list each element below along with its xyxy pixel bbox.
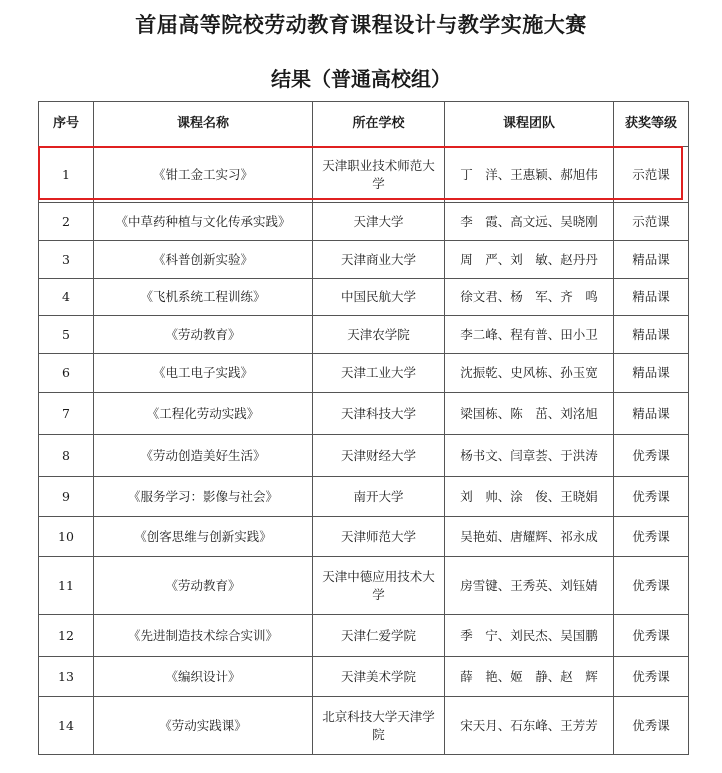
cell-award: 优秀课 (614, 657, 689, 697)
table-row (39, 615, 689, 657)
cell-team: 薛 艳、姬 静、赵 辉 (445, 657, 614, 697)
header-team: 课程团队 (445, 102, 614, 147)
header-award: 获奖等级 (614, 102, 689, 147)
cell-course: 《创客思维与创新实践》 (94, 517, 313, 557)
cell-team: 吴艳茹、唐耀辉、祁永成 (445, 517, 614, 557)
cell-award: 精品课 (614, 354, 689, 393)
cell-school: 天津中德应用技术大学 (313, 557, 445, 615)
table-row (39, 393, 689, 435)
cell-school: 天津大学 (313, 203, 445, 241)
cell-team: 房雪键、王秀英、刘钰婧 (445, 557, 614, 615)
cell-course: 《服务学习：影像与社会》 (94, 477, 313, 517)
cell-course: 《电工电子实践》 (94, 354, 313, 393)
cell-no: 13 (39, 657, 94, 697)
table-row (39, 557, 689, 615)
cell-school: 中国民航大学 (313, 279, 445, 316)
cell-team: 沈振乾、史风栋、孙玉宽 (445, 354, 614, 393)
cell-no: 8 (39, 435, 94, 477)
cell-no: 10 (39, 517, 94, 557)
cell-school: 天津工业大学 (313, 354, 445, 393)
document-subtitle: 结果（普通高校组） (271, 67, 451, 91)
cell-school: 天津商业大学 (313, 241, 445, 279)
cell-school: 天津师范大学 (313, 517, 445, 557)
table-row (39, 203, 689, 241)
table-row (39, 657, 689, 697)
cell-award: 优秀课 (614, 435, 689, 477)
table-row (39, 435, 689, 477)
cell-team: 梁国栋、陈 茁、刘洺旭 (445, 393, 614, 435)
cell-team: 徐文君、杨 军、齐 鸣 (445, 279, 614, 316)
cell-team: 宋天月、石东峰、王芳芳 (445, 697, 614, 755)
cell-school: 北京科技大学天津学院 (313, 697, 445, 755)
cell-award: 优秀课 (614, 517, 689, 557)
cell-no: 6 (39, 354, 94, 393)
table-row (39, 316, 689, 354)
cell-course: 《钳工金工实习》 (94, 147, 313, 203)
cell-no: 2 (39, 203, 94, 241)
header-school: 所在学校 (313, 102, 445, 147)
cell-no: 14 (39, 697, 94, 755)
cell-team: 季 宁、刘民杰、吴国鹏 (445, 615, 614, 657)
cell-course: 《科普创新实验》 (94, 241, 313, 279)
header-course: 课程名称 (94, 102, 313, 147)
cell-no: 9 (39, 477, 94, 517)
cell-course: 《中草药种植与文化传承实践》 (94, 203, 313, 241)
cell-award: 示范课 (614, 203, 689, 241)
cell-school: 南开大学 (313, 477, 445, 517)
cell-award: 优秀课 (614, 697, 689, 755)
cell-course: 《劳动创造美好生活》 (94, 435, 313, 477)
table-row (39, 697, 689, 755)
table-row (39, 279, 689, 316)
cell-award: 精品课 (614, 316, 689, 354)
cell-course: 《编织设计》 (94, 657, 313, 697)
table-row (39, 517, 689, 557)
cell-award: 示范课 (614, 147, 689, 203)
table-row (39, 147, 689, 203)
cell-team: 刘 帅、涂 俊、王晓娟 (445, 477, 614, 517)
cell-school: 天津科技大学 (313, 393, 445, 435)
cell-course: 《劳动教育》 (94, 557, 313, 615)
table-header-row (39, 102, 689, 147)
cell-no: 11 (39, 557, 94, 615)
cell-school: 天津仁爱学院 (313, 615, 445, 657)
cell-award: 优秀课 (614, 477, 689, 517)
cell-school: 天津美术学院 (313, 657, 445, 697)
cell-award: 优秀课 (614, 615, 689, 657)
table-row (39, 241, 689, 279)
cell-team: 杨书文、闫章荟、于洪涛 (445, 435, 614, 477)
cell-award: 精品课 (614, 241, 689, 279)
cell-award: 精品课 (614, 393, 689, 435)
cell-team: 李二峰、程有普、田小卫 (445, 316, 614, 354)
document-title: 首届高等院校劳动教育课程设计与教学实施大赛 (135, 13, 587, 37)
cell-award: 精品课 (614, 279, 689, 316)
cell-no: 4 (39, 279, 94, 316)
cell-course: 《劳动教育》 (94, 316, 313, 354)
cell-no: 12 (39, 615, 94, 657)
cell-no: 3 (39, 241, 94, 279)
cell-team: 丁 洋、王惠颖、郝旭伟 (445, 147, 614, 203)
cell-course: 《劳动实践课》 (94, 697, 313, 755)
cell-award: 优秀课 (614, 557, 689, 615)
cell-course: 《先进制造技术综合实训》 (94, 615, 313, 657)
cell-course: 《飞机系统工程训练》 (94, 279, 313, 316)
cell-school: 天津职业技术师范大学 (313, 147, 445, 203)
cell-course: 《工程化劳动实践》 (94, 393, 313, 435)
header-no: 序号 (39, 102, 94, 147)
cell-school: 天津农学院 (313, 316, 445, 354)
cell-no: 7 (39, 393, 94, 435)
cell-team: 李 霞、高文远、吴晓刚 (445, 203, 614, 241)
cell-school: 天津财经大学 (313, 435, 445, 477)
cell-no: 5 (39, 316, 94, 354)
table-row (39, 354, 689, 393)
cell-team: 周 严、刘 敏、赵丹丹 (445, 241, 614, 279)
results-table (38, 101, 689, 755)
table-row (39, 477, 689, 517)
cell-no: 1 (39, 147, 94, 203)
